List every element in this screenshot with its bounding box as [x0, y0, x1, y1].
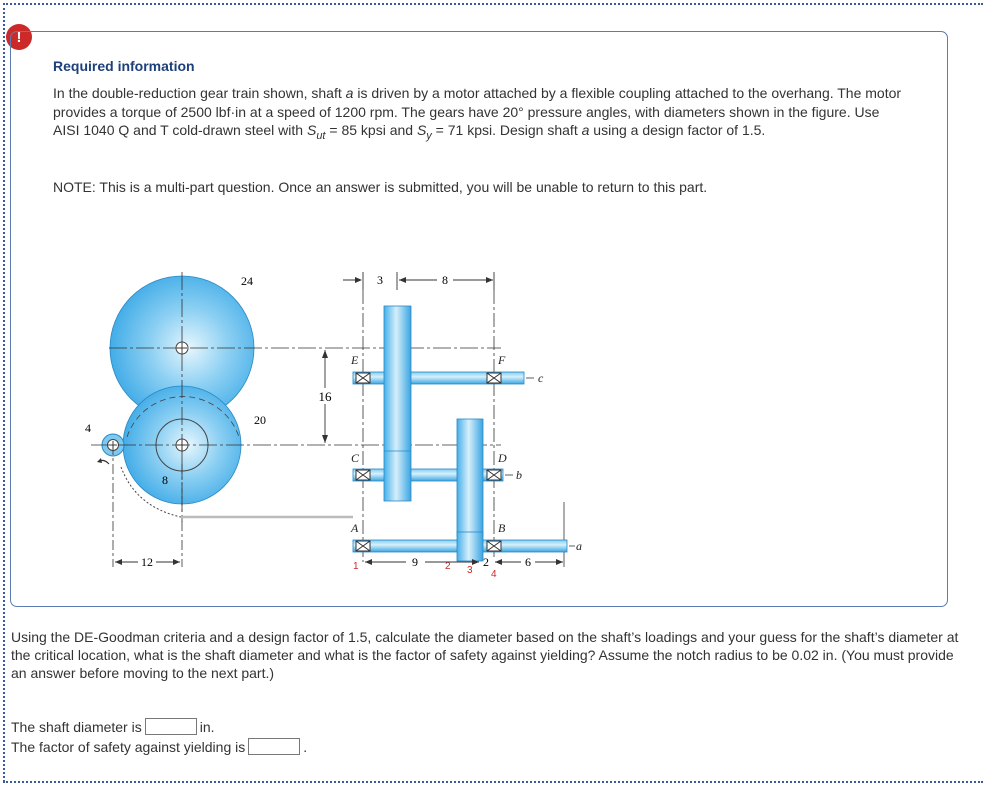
gear-train-figure	[81, 232, 601, 577]
point-4-label: 4	[491, 569, 497, 577]
dim-6-label: 6	[525, 555, 531, 569]
gear-24-label: 24	[241, 274, 253, 288]
bearing-D-label: D	[498, 451, 507, 465]
point-2-label: 2	[445, 561, 451, 572]
diameter-answer-row	[11, 718, 215, 735]
point-1-label: 1	[353, 561, 359, 572]
point-3-label: 3	[467, 565, 473, 576]
dim-9-label: 9	[412, 555, 418, 569]
alert-icon: !	[6, 24, 32, 50]
bearing-F-label: F	[498, 353, 506, 367]
shaft-b-label: b	[516, 468, 522, 482]
required-information-panel	[10, 31, 948, 607]
info-title: Required information	[53, 58, 195, 74]
bearing-C-label: C	[351, 451, 360, 465]
shaft-c-label: c	[538, 371, 544, 385]
multi-part-note: NOTE: This is a multi-part question. Once an answer is submitted, you will be unable to return to this part.	[53, 179, 708, 195]
problem-statement: In the double-reduction gear train shown, shaft a is driven by a motor attached by a flexible coupling attached to the overhang. The motor provides a torque of 2500 lbf·in at a speed of 1200 rpm. The gears have 20° pressure angles, with diameters shown in the figure. Use AISI 1040 Q and T cold-drawn steel with $S_{ut} = 85$ kpsi and $S_y = 71$ kpsi. Design shaft a using a design factor of 1.5.	[53, 85, 902, 142]
gear-20-label: 20	[254, 413, 266, 427]
diameter-prefix: The shaft diameter is	[11, 718, 142, 735]
factor-of-safety-input[interactable]	[248, 738, 300, 755]
gear-8-side	[457, 532, 483, 561]
shaft-diameter-input[interactable]	[145, 718, 197, 735]
fos-prefix: The factor of safety against yielding is	[11, 738, 246, 755]
gear-8-label: 8	[162, 473, 168, 487]
bearing-A-label: A	[351, 521, 359, 535]
gear-20-side	[457, 419, 483, 536]
top-dimensions	[343, 272, 494, 290]
fos-answer-row	[11, 738, 307, 755]
bearing-E-label: E	[351, 353, 359, 367]
dim-16-label: 16	[318, 389, 332, 404]
diameter-unit: in.	[199, 718, 215, 735]
question-text: Using the DE-Goodman criteria and a design factor of 1.5, calculate the diameter based on the shaft’s loadings and your guess for the shaft’s diameter at the critical location, what is the shaft diameter and what is the factor of safety against yielding? Assume the notch radius to be 0.02 in. (You must provide an answer before moving to the next part.)	[11, 629, 959, 681]
dimension-12	[115, 554, 180, 569]
dim-12-label: 12	[141, 555, 153, 569]
gear-24-side	[384, 306, 411, 501]
dim-3-label: 3	[377, 273, 383, 287]
gear-4-label: 4	[85, 421, 91, 435]
bearing-B-label: B	[498, 521, 506, 535]
dimension-16	[314, 350, 336, 443]
dim-2-label: 2	[483, 555, 489, 569]
shaft-a-label: a	[576, 539, 582, 553]
fos-suffix: .	[303, 738, 308, 755]
page-border-bottom	[3, 781, 983, 783]
page-border-top	[3, 3, 983, 5]
page-border-left	[3, 3, 5, 782]
dim-8-label: 8	[442, 273, 448, 287]
